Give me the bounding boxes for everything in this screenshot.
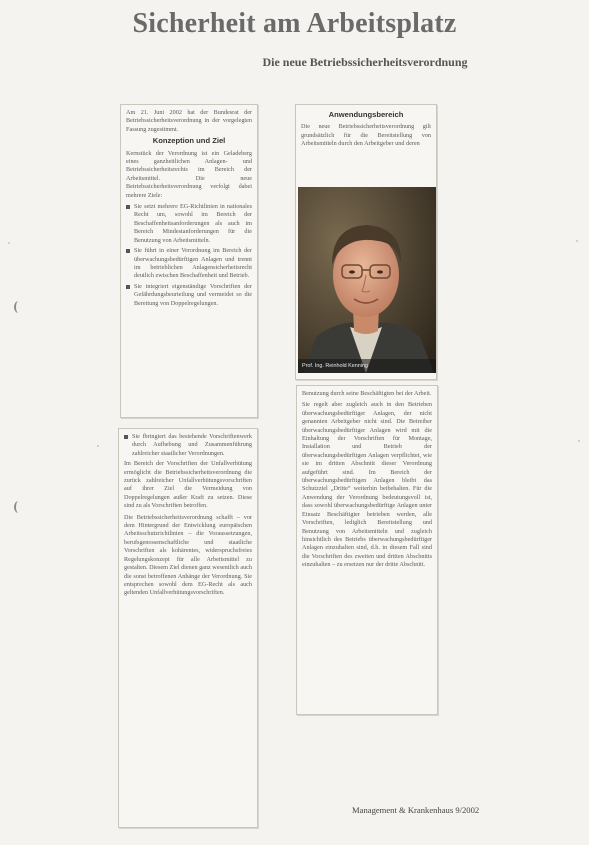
list-item-text: Sie setzt mehrere EG-Richtlinien in nationales Recht um, sowohl im Bereich der Beschaffenheitsanforderungen als auch im Bereich Mindestanforderungen für die Benutzung von Arbeitsmitteln. — [134, 203, 252, 244]
section-heading: Konzeption und Ziel — [152, 136, 226, 146]
body-paragraph: Die neue Betriebssicherheitsverordnung gilt grundsätzlich für die Bereitstellung von Arbeitsmitteln durch den Arbeitgeber und deren — [301, 123, 431, 148]
scan-speck — [578, 440, 580, 442]
list-item-text: Sie integriert eigenständige Vorschriften der Gefährdungsbeurteilung und vermeidet so die Bereitung von Doppelregelungen. — [134, 282, 252, 307]
list-item — [126, 283, 252, 308]
photo-caption: Prof. Ing. Reinhold Kenning — [298, 359, 436, 373]
article-clipping-continued — [118, 428, 258, 828]
list-item-text: Sie fbringiert das bestehende Vorschriftenwerk durch Aufhebung und Zusammenführung zahlreicher staatlicher Verordnungen. — [132, 433, 252, 457]
bullet-icon — [126, 249, 130, 253]
punch-hole-mark — [14, 501, 23, 513]
list-item — [126, 247, 252, 281]
body-paragraph: Kernstück der Verordnung ist ein Geladeberg eines ganzheitlichen Anlagen- und Betriebssicherheitsrechts im Bereich der Arbeitsmittel. Die neue Betriebssicherheitsverordnung verfolgt dabei mehrere Ziele: — [126, 149, 252, 199]
scan-speck — [576, 240, 578, 242]
list-item — [126, 203, 252, 245]
intro-paragraph: Am 21. Juni 2002 hat der Bundesrat der Betriebssicherheitsverordnung in der vorgelegten Fassung zugestimmt. — [126, 109, 252, 133]
article-clipping-intro — [120, 104, 258, 418]
body-paragraph: Die Betriebssicherheitsverordnung schafft – vor dem Hintergrund der Entwicklung europäischen Arbeitsschutzrichtlinien – die Voraussetzungen, berufsgenossenschaftliche und staatliche Vorschriften als kohärentes, widerspruchsfreies Regelungskonzept für alle Arbeitsmittel zu gestalten. Diesem Ziel dienen ganz wesentlich auch die sonst betroffenen Anhänge der Verordnung. Sie entsprechen sowohl dem EG-Recht als auch geltenden Unfallverhütungsvorschriften. — [124, 513, 252, 597]
body-paragraph: Benutzung durch seine Beschäftigten bei der Arbeit. — [302, 390, 432, 397]
section-heading: Anwendungsbereich — [328, 110, 404, 119]
body-paragraph: Sie regelt aber zugleich auch in den Betrieben überwachungsbedürftiger Anlagen, der nicht genannten Arbeitgeber nicht sind. Die Betreiber überwachungsbedürftiger Anlagen wird mit die Einhaltung der Vorschriften für Montage, Installation und Betrieb der überwachungsbedürftigen Anlagen verpflichtet, wie sie im dritten Abschnitt dieser Verordnung aufgeführt sind. Im Bereich der überwachungsbedürftigen Anlagen bleibt das Schutzziel „Dritte“ weiterhin beibehalten. Für die Anwendung der Verordnung bedeutungsvoll ist, dass sowohl überwachungsbedürftige Anlagen unter Einsatz Beschäftigter betrieben werden, alle Vorschriften, lediglich Bereitstellung und Benutzung von Arbeitsmitteln und zugleich hinsichtlich des Betriebs überwachungsbedürftiger Anlagen einzuhalten sind, d.h. in diesem Fall sind die Vorschriften des zweiten und dritten Abschnitts einzuhalten – zu ersetzen nur der dritte Abschnitt. — [302, 401, 432, 569]
page-title: Sicherheit am Arbeitsplatz — [132, 8, 457, 39]
list-item-text: Sie führt in einer Verordnung im Bereich der überwachungsbedürftigen Anlagen und trennt im betrieblichen Anlagensicherheitsrecht deutlich zwischen Beschaffenheit und Betrieb. — [134, 247, 252, 280]
bullet-list — [124, 433, 252, 458]
article-clipping-scope-continued — [296, 385, 438, 715]
article-clipping-scope — [295, 104, 437, 380]
body-paragraph: Im Bereich der Vorschriften der Unfallverhütung ermöglicht die Betriebssicherheitsverordnung die zurück zahlreicher Unfallverhütungsvorschriften auf ihrer Ziel die Vermeidung von Doppelregelungen außer Kraft zu setzen. Diese sind zu als Vorschriften betroffen. — [124, 460, 252, 510]
portrait-photo — [298, 187, 436, 373]
scan-speck — [97, 445, 99, 447]
publication-footer: Management & Krankenhaus 9/2002 — [352, 805, 480, 815]
page-subtitle: Die neue Betriebssicherheitsverordnung — [262, 55, 468, 69]
list-item — [124, 433, 252, 458]
bullet-list — [126, 203, 252, 308]
bullet-icon — [126, 205, 130, 209]
scan-speck — [8, 242, 10, 244]
bullet-icon — [124, 435, 128, 439]
portrait-image — [298, 187, 436, 373]
punch-hole-mark — [14, 301, 23, 313]
bullet-icon — [126, 285, 130, 289]
